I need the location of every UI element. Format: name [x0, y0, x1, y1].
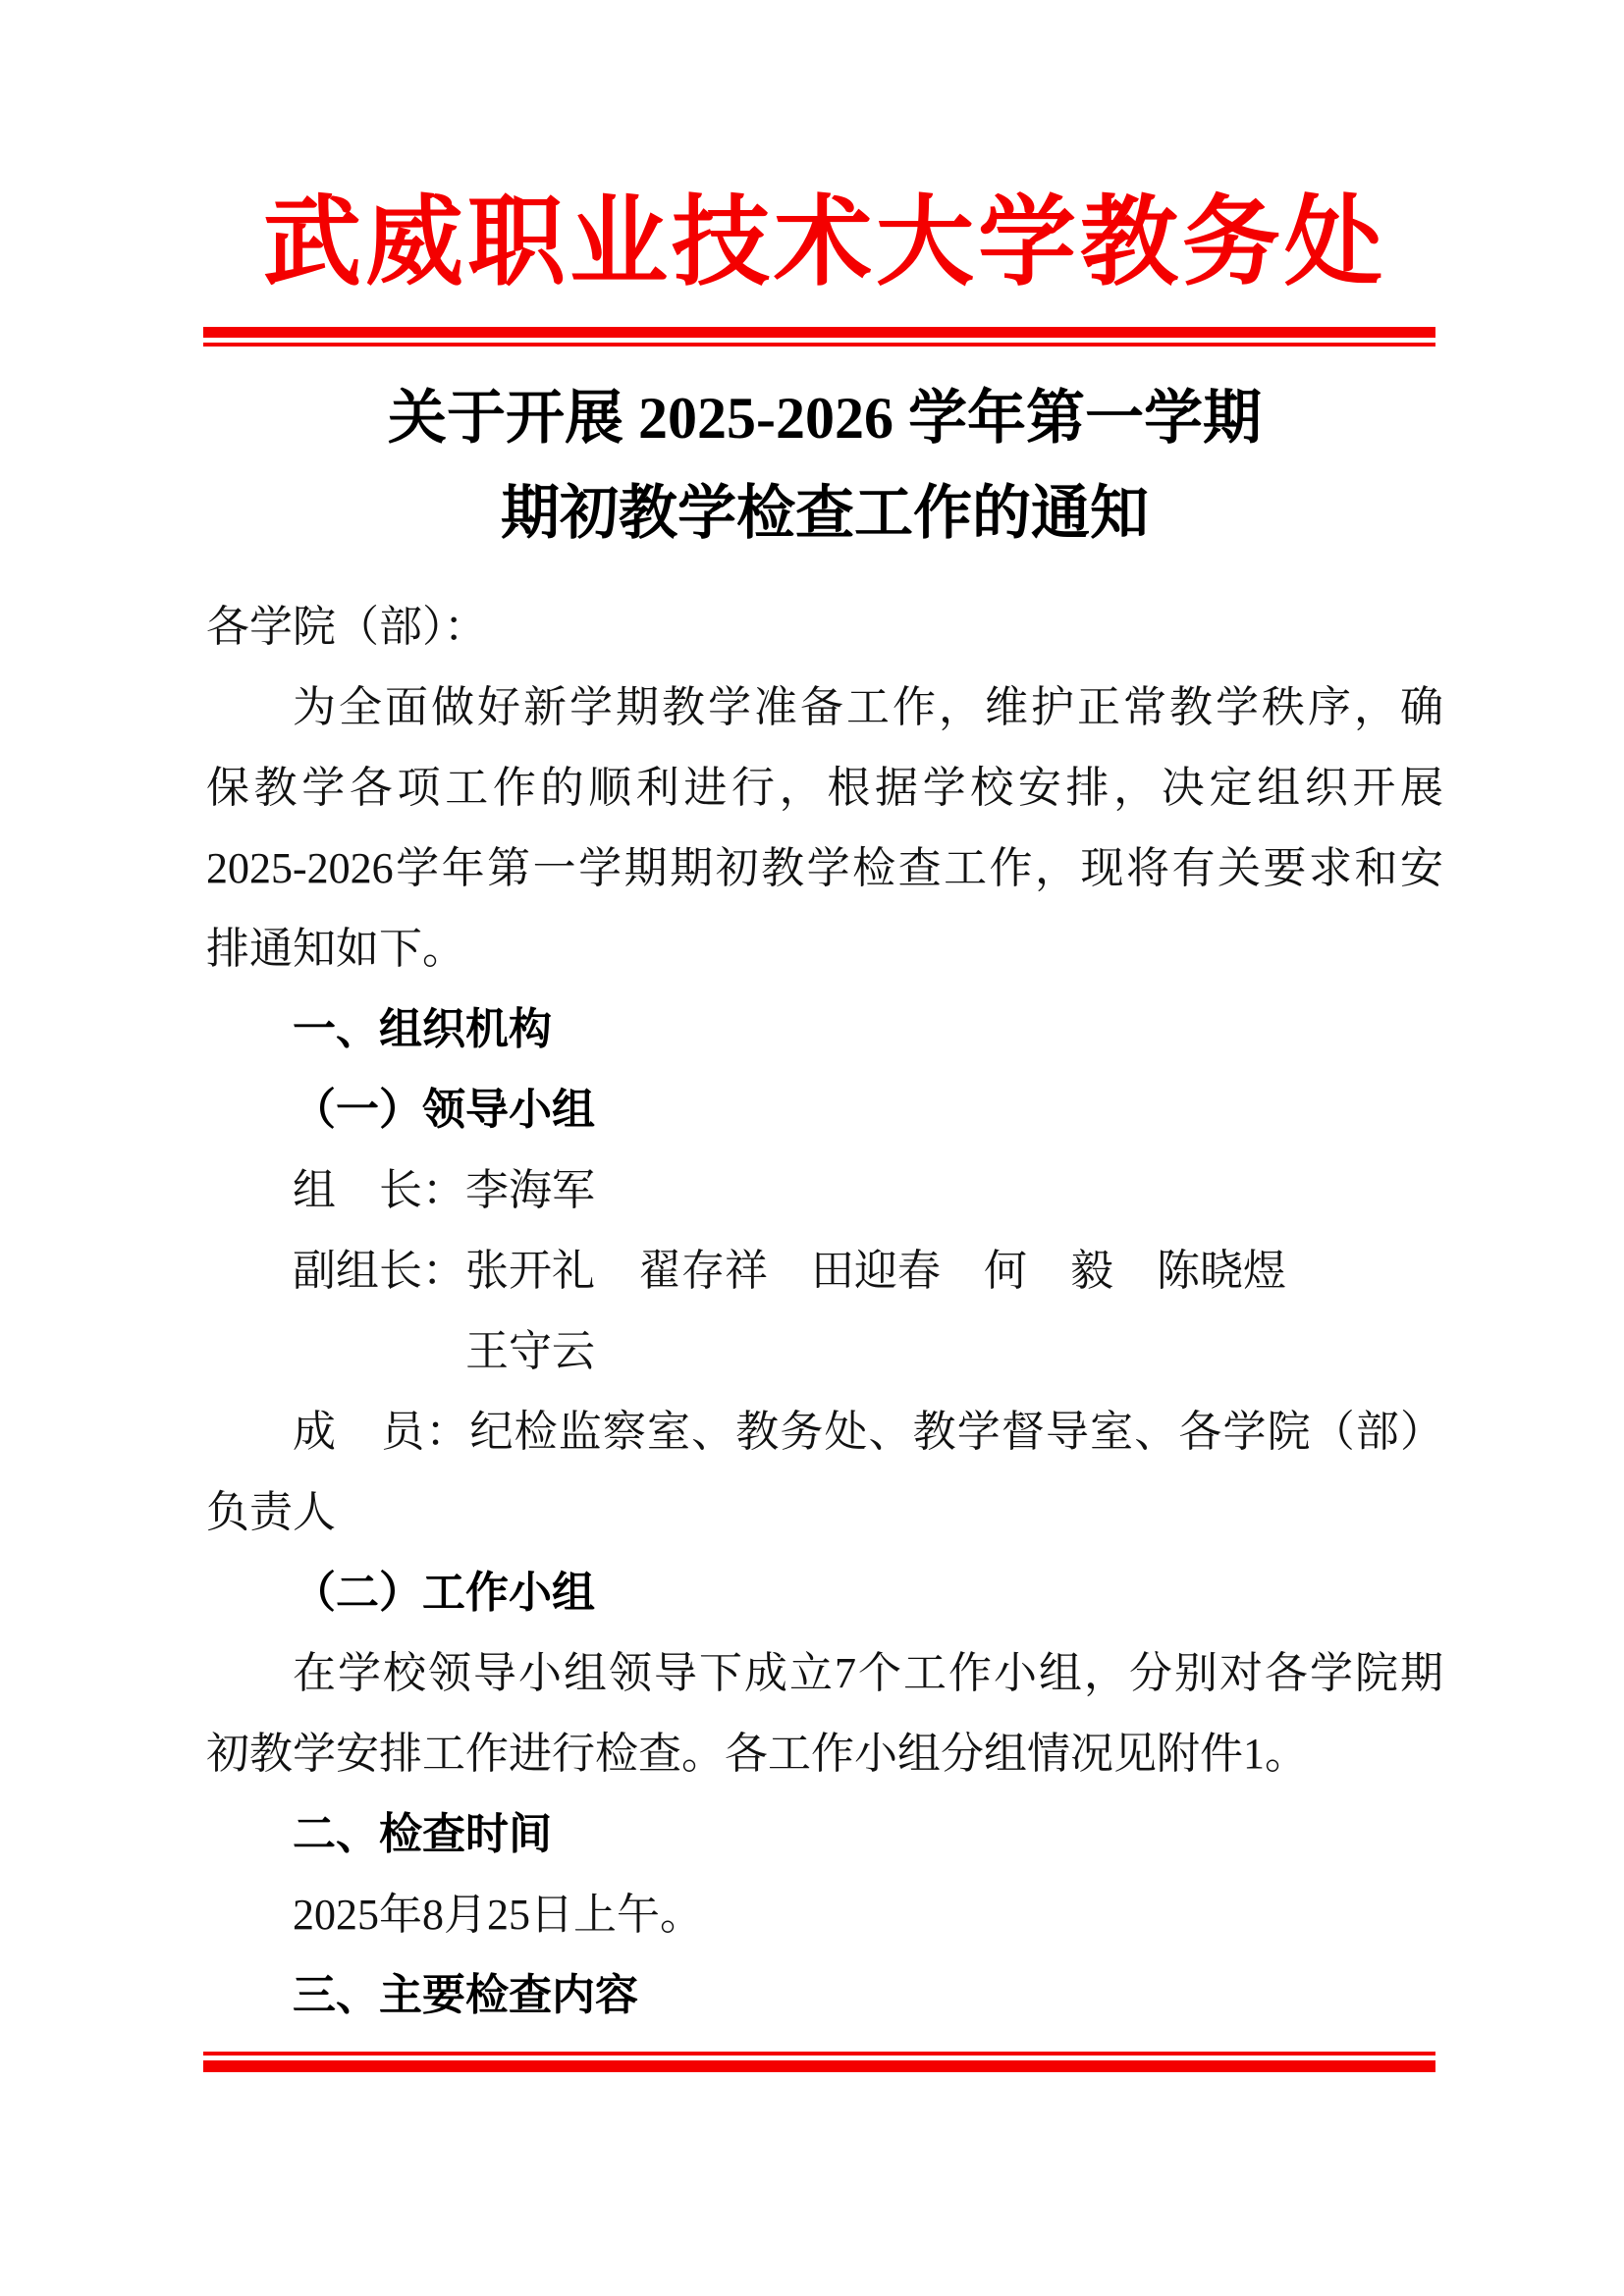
header-rule-thin-line: [203, 343, 1435, 347]
section-heading: 一、组织机构: [293, 1005, 552, 1053]
masthead-org-name: 武威职业技术大学教务处: [263, 188, 1386, 297]
notice-body: [206, 587, 1443, 2036]
text-line: 初教学安排工作进行检查。各工作小组分组情况见附件1。: [206, 1730, 1308, 1778]
header-rule-thick-line: [203, 327, 1435, 338]
text-line: 负责人: [206, 1488, 336, 1536]
text-line: 组 长：李海军: [293, 1166, 595, 1214]
text-line: 副组长：张开礼 翟存祥 田迎春 何 毅 陈晓煜: [293, 1247, 1286, 1295]
footer-double-rule: [203, 2052, 1435, 2072]
text-line: 成 员：纪检监察室、教务处、教学督导室、各学院（部）: [293, 1408, 1443, 1456]
text-line: 2025年8月25日上午。: [293, 1891, 703, 1939]
text-line: 各学院（部）：: [206, 603, 487, 651]
header-double-rule: [203, 327, 1435, 347]
footer-rule-thick-line: [203, 2060, 1435, 2072]
section-heading: （一）领导小组: [293, 1086, 595, 1134]
text-line: 在学校领导小组领导下成立7个工作小组，分别对各学院期: [293, 1649, 1443, 1697]
text-line: 2025-2026学年第一学期期初教学检查工作，现将有关要求和安: [206, 844, 1443, 892]
section-heading: 三、主要检查内容: [293, 1971, 638, 2019]
text-line: 排通知如下。: [206, 925, 465, 973]
section-heading: （二）工作小组: [293, 1569, 595, 1617]
document-title-line2: 期初教学检查工作的通知: [501, 481, 1149, 546]
text-line: 保教学各项工作的顺利进行，根据学校安排，决定组织开展: [206, 764, 1443, 812]
document-title-line1: 关于开展 2025-2026 学年第一学期: [388, 386, 1262, 451]
section-heading: 二、检查时间: [293, 1810, 552, 1858]
text-line: 为全面做好新学期教学准备工作，维护正常教学秩序，确: [293, 683, 1443, 731]
document-title: [206, 371, 1443, 561]
text-line: 王守云: [465, 1327, 595, 1375]
